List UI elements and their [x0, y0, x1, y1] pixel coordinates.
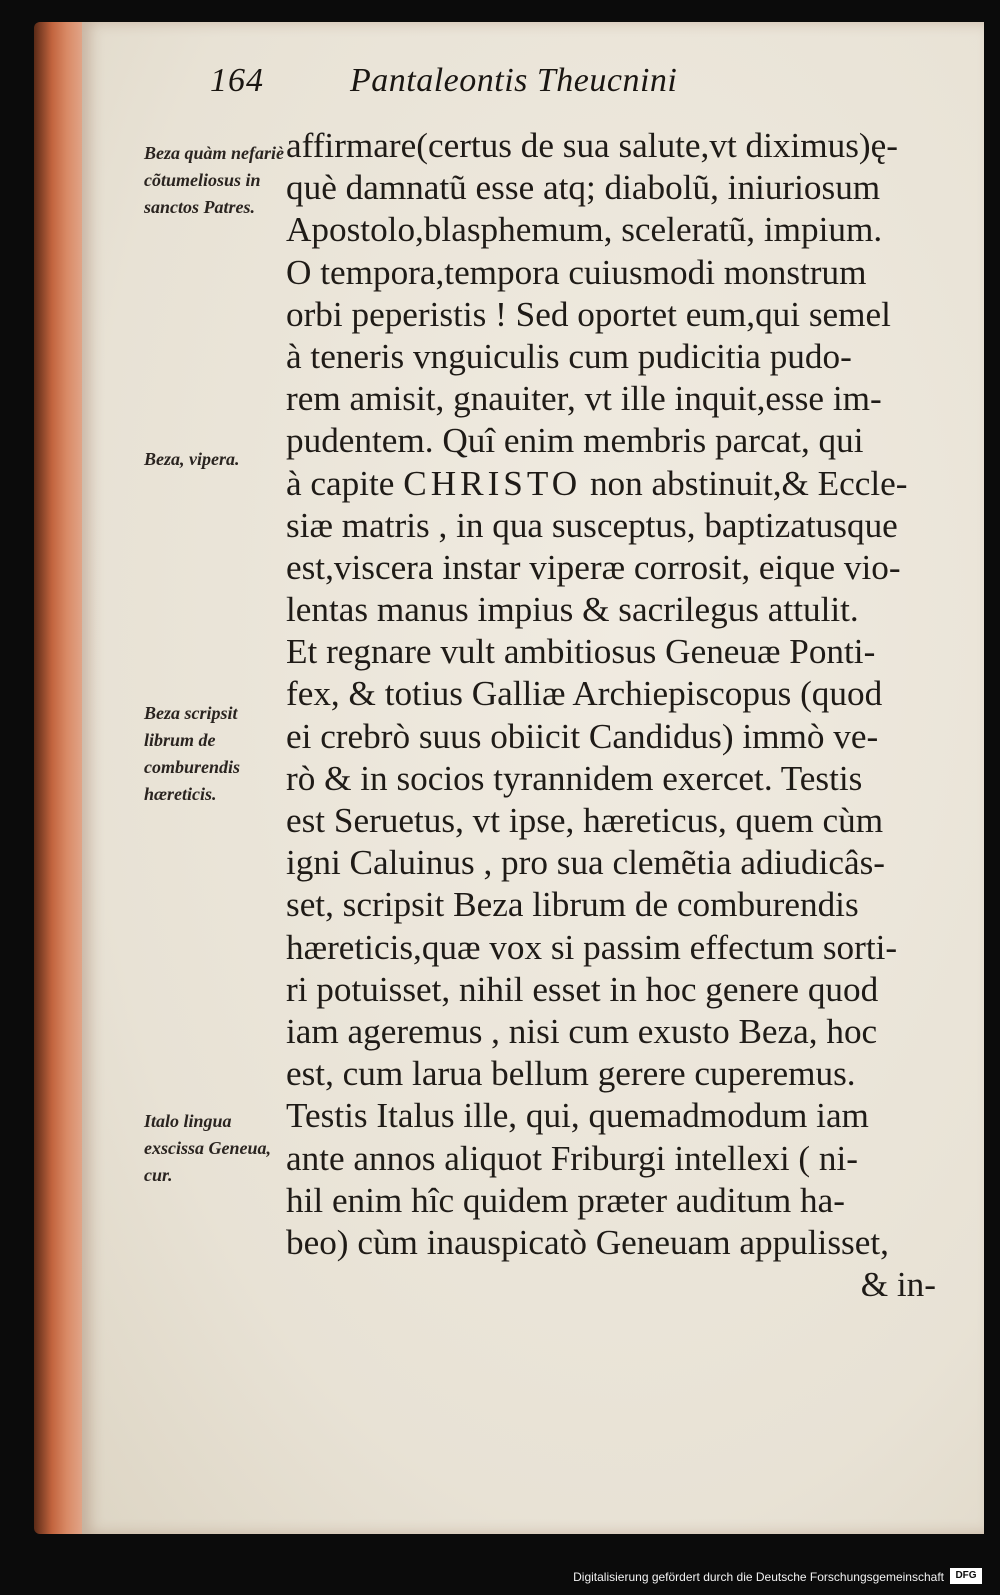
- margin-note: Beza, vipera.: [144, 449, 240, 469]
- page-number: 164: [210, 62, 264, 99]
- text-line: est,viscera instar viperæ corrosit, eique vio-: [286, 547, 901, 587]
- text-line: iam ageremus , nisi cum exusto Beza, hoc: [286, 1011, 878, 1051]
- margin-note: Beza quàm nefariè cõtumeliosus in sanctos Patres.: [144, 143, 285, 217]
- text-line: beo) cùm inauspicatò Geneuam appulisset,: [286, 1222, 889, 1262]
- text-line: ante annos aliquot Friburgi intellexi ( ni-: [286, 1138, 859, 1178]
- text-fragment: à capite: [286, 463, 395, 503]
- main-text: [286, 125, 956, 1306]
- text-line: pudentem. Quî enim membris parcat, qui: [286, 421, 864, 461]
- text-line: Apostolo,blasphemum, sceleratũ, impium.: [286, 210, 883, 250]
- text-line: què damnatũ esse atq; diabolũ, iniuriosum: [286, 168, 881, 208]
- text-line: affirmare(certus de sua salute,vt diximus)ę-: [286, 126, 898, 165]
- text-line: hil enim hîc quidem præter auditum ha-: [286, 1180, 845, 1220]
- text-line: est Seruetus, vt ipse, hæreticus, quem cùm: [286, 801, 884, 840]
- text-line: hæreticis,quæ vox si passim effectum sorti-: [286, 927, 898, 967]
- text-line: igni Caluinus , pro sua clemẽtia adiudicâs-: [286, 843, 886, 883]
- text-line: rem amisit, gnauiter, vt ille inquit,esse im-: [286, 379, 882, 419]
- footer-bar: [0, 1561, 1000, 1595]
- text-line: ri potuisset, nihil esset in hoc genere quod: [286, 969, 879, 1009]
- small-caps-name: CHRISTO: [403, 463, 582, 503]
- text-line: orbi peperistis ! Sed oportet eum,qui semel: [286, 294, 891, 334]
- text-line: [286, 463, 956, 505]
- dfg-logo-icon: DFG: [950, 1568, 982, 1584]
- text-line: set, scripsit Beza librum de comburendis: [286, 885, 859, 925]
- text-line: ei crebrò suus obiicit Candidus) immò ve-: [286, 716, 879, 756]
- text-line: O tempora,tempora cuiusmodi monstrum: [286, 252, 867, 292]
- margin-note: Beza scripsit librum de comburendis hæreticis.: [144, 703, 241, 804]
- margin-note: Italo lingua exscissa Geneua, cur.: [144, 1111, 271, 1185]
- catchword: & in-: [860, 1265, 936, 1305]
- text-line: est, cum larua bellum gerere cuperemus.: [286, 1054, 856, 1094]
- text-line: siæ matris , in qua susceptus, baptizatusque: [286, 505, 898, 545]
- text-line: Et regnare vult ambitiosus Geneuæ Ponti-: [286, 632, 876, 672]
- text-line: lentas manus impius & sacrilegus attulit.: [286, 590, 859, 630]
- digitization-credit: Digitalisierung gefördert durch die Deutsche Forschungsgemeinschaft: [573, 1570, 944, 1584]
- text-fragment: non abstinuit,& Eccle-: [589, 463, 908, 503]
- text-line: fex, & totius Galliæ Archiepiscopus (quod: [286, 674, 883, 714]
- page-header: [210, 62, 850, 112]
- running-head: Pantaleontis Theucnini: [350, 62, 678, 99]
- text-line: rò & in socios tyrannidem exercet. Testis: [286, 758, 863, 798]
- text-line: Testis Italus ille, qui, quemadmodum iam: [286, 1096, 869, 1136]
- text-line: à teneris vnguiculis cum pudicitia pudo-: [286, 336, 852, 376]
